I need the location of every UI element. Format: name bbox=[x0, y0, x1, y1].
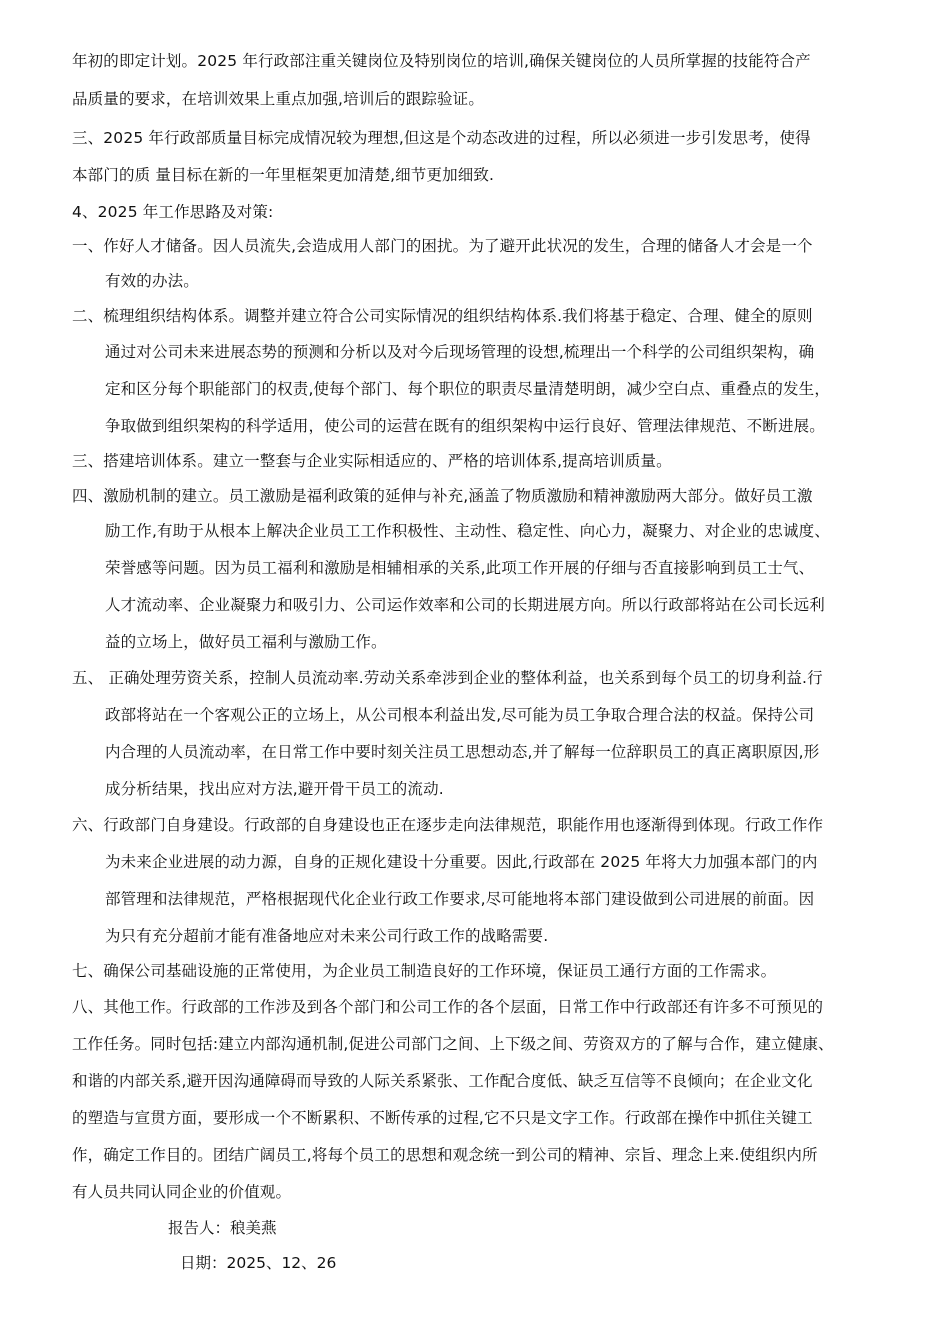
list-item-line: 励工作,有助于从根本上解决企业员工工作积极性、主动性、稳定性、向心力，凝聚力、对企业的忠诚度、 bbox=[105, 522, 830, 540]
list-item-line: 作，确定工作目的。团结广阔员工,将每个员工的思想和观念统一到公司的精神、宗旨、理念上来.使组织内所 bbox=[72, 1146, 818, 1164]
list-item-line: 争取做到组织架构的科学适用，使公司的运营在既有的组织架构中运行良好、管理法律规范、不断进展。 bbox=[105, 417, 825, 435]
list-item-line: 有人员共同认同企业的价值观。 bbox=[72, 1183, 292, 1201]
list-item-line: 有效的办法。 bbox=[105, 272, 199, 290]
list-item-line: 五、 正确处理劳资关系，控制人员流动率.劳动关系牵涉到企业的整体利益，也关系到每个员工的切身利益.行 bbox=[72, 669, 823, 687]
list-item-line: 人才流动率、企业凝聚力和吸引力、公司运作效率和公司的长期进展方向。所以行政部将站在公司长远利 bbox=[105, 596, 825, 614]
list-item-line: 六、行政部门自身建设。行政部的自身建设也正在逐步走向法律规范，职能作用也逐渐得到体现。行政工作作 bbox=[72, 816, 824, 834]
list-item-line: 通过对公司未来进展态势的预测和分析以及对今后现场管理的设想,梳理出一个科学的公司组织架构，确 bbox=[105, 343, 815, 361]
list-item-line: 定和区分每个职能部门的权责,使每个部门、每个职位的职责尽量清楚明朗，减少空白点、重叠点的发生， bbox=[105, 380, 830, 398]
paragraph-line: 三、2025 年行政部质量目标完成情况较为理想,但这是个动态改进的过程，所以必须进一步引发思考，使得 bbox=[72, 129, 811, 147]
list-item-line: 二、梳理组织结构体系。调整并建立符合公司实际情况的组织结构体系.我们将基于稳定、合理、健全的原则 bbox=[72, 307, 813, 325]
paragraph-line: 本部门的质 量目标在新的一年里框架更加清楚,细节更加细致. bbox=[72, 166, 495, 184]
paragraph-line: 年初的即定计划。2025 年行政部注重关键岗位及特别岗位的培训,确保关键岗位的人员所掌握的技能符合产 bbox=[72, 52, 811, 70]
list-item-line: 八、其他工作。行政部的工作涉及到各个部门和公司工作的各个层面，日常工作中行政部还有许多不可预见的 bbox=[72, 998, 824, 1016]
report-date: 日期：2025、12、26 bbox=[180, 1254, 337, 1272]
list-item-line: 七、确保公司基础设施的正常使用，为企业员工制造良好的工作环境，保证员工通行方面的工作需求。 bbox=[72, 962, 777, 980]
list-item-line: 四、激励机制的建立。员工激励是福利政策的延伸与补充,涵盖了物质激励和精神激励两大部分。做好员工激 bbox=[72, 487, 813, 505]
list-item-line: 和谐的内部关系,避开因沟通障碍而导致的人际关系紧张、工作配合度低、缺乏互信等不良倾向；在企业文化 bbox=[72, 1072, 813, 1090]
list-item-line: 益的立场上，做好员工福利与激励工作。 bbox=[105, 633, 387, 651]
list-item-line: 为未来企业进展的动力源，自身的正规化建设十分重要。因此,行政部在 2025 年将大力加强本部门的内 bbox=[105, 853, 818, 871]
list-item-line: 政部将站在一个客观公正的立场上，从公司根本利益出发,尽可能为员工争取合理合法的权益。保持公司 bbox=[105, 706, 815, 724]
list-item-line: 荣誉感等问题。因为员工福利和激励是相辅相承的关系,此项工作开展的仔细与否直接影响到员工士气、 bbox=[105, 559, 815, 577]
section-heading: 4、2025 年工作思路及对策: bbox=[72, 203, 274, 221]
list-item-line: 工作任务。同时包括:建立内部沟通机制,促进公司部门之间、上下级之间、劳资双方的了解与合作，建立健康、 bbox=[72, 1035, 834, 1053]
list-item-line: 为只有充分超前才能有准备地应对未来公司行政工作的战略需要. bbox=[105, 927, 549, 945]
list-item-line: 一、作好人才储备。因人员流失,会造成用人部门的困扰。为了避开此状况的发生，合理的储备人才会是一个 bbox=[72, 237, 813, 255]
list-item-line: 部管理和法律规范，严格根据现代化企业行政工作要求,尽可能地将本部门建设做到公司进展的前面。因 bbox=[105, 890, 815, 908]
reporter-signature: 报告人：稂美燕 bbox=[168, 1219, 277, 1237]
list-item-line: 的塑造与宣贯方面，要形成一个不断累积、不断传承的过程,它不只是文字工作。行政部在操作中抓住关键工 bbox=[72, 1109, 813, 1127]
list-item-line: 成分析结果，找出应对方法,避开骨干员工的流动. bbox=[105, 780, 444, 798]
paragraph-line: 品质量的要求，在培训效果上重点加强,培训后的跟踪验证。 bbox=[72, 90, 484, 108]
list-item-line: 内合理的人员流动率，在日常工作中要时刻关注员工思想动态,并了解每一位辞职员工的真正离职原因,形 bbox=[105, 743, 820, 761]
list-item-line: 三、搭建培训体系。建立一整套与企业实际相适应的、严格的培训体系,提高培训质量。 bbox=[72, 452, 672, 470]
